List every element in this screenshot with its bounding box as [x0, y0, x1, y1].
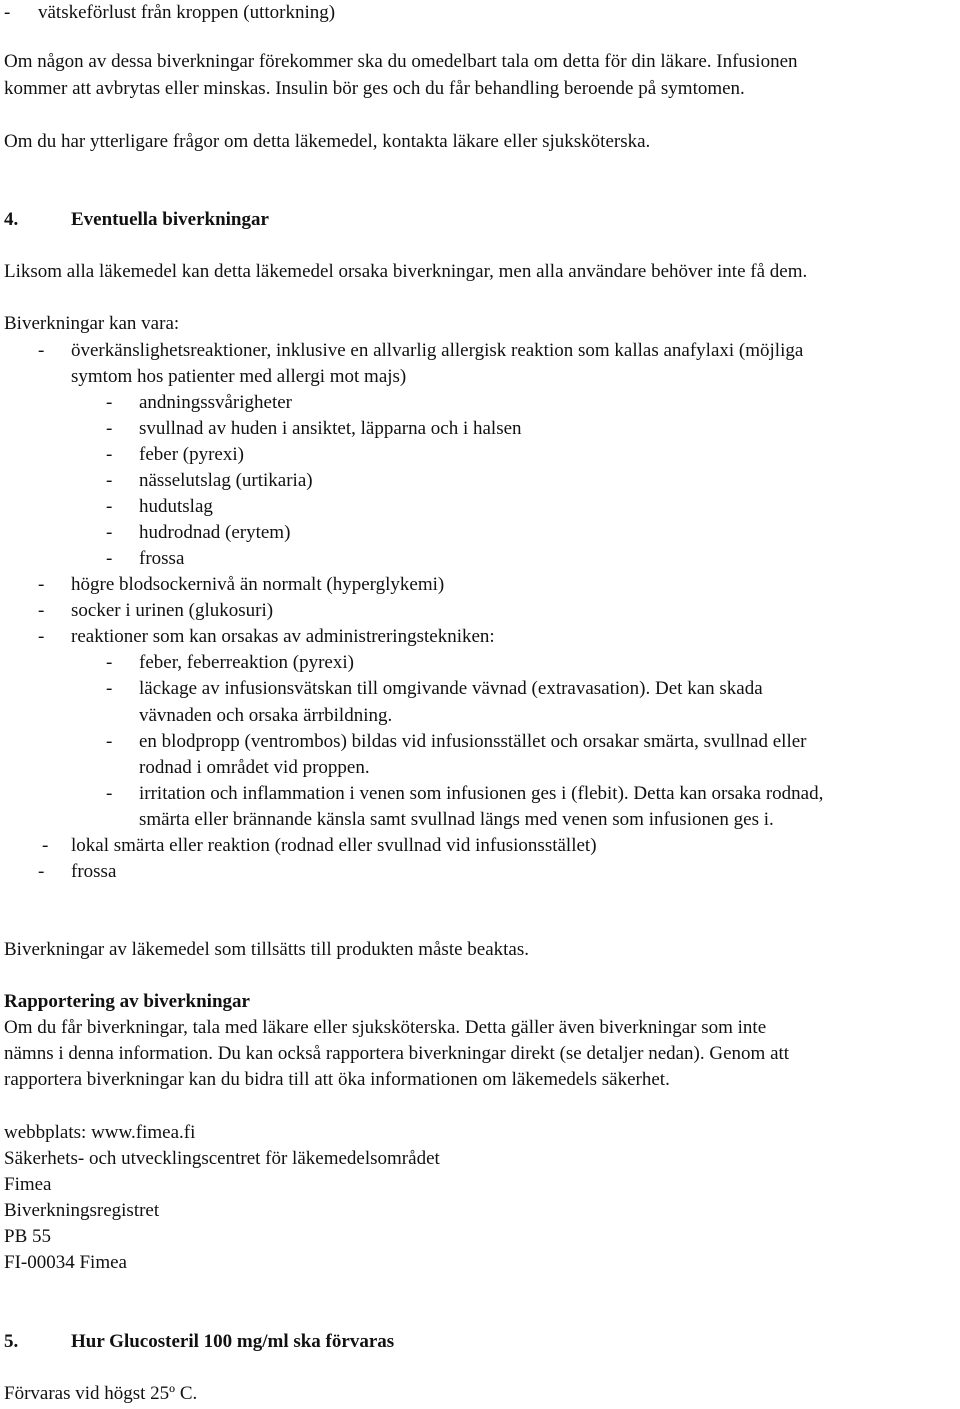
sub-list-item: läckage av infusionsvätskan till omgivande vävnad (extravasation). Det kan skada	[139, 678, 763, 699]
list-item: reaktioner som kan orsakas av administreringstekniken:	[71, 626, 495, 647]
sub-list-item: hudutslag	[139, 496, 213, 517]
list-item-continuation: symtom hos patienter med allergi mot majs)	[71, 366, 407, 387]
sub-list-item: en blodpropp (ventrombos) bildas vid infusionsstället och orsakar smärta, svullnad eller	[139, 731, 807, 752]
list-dash: -	[106, 652, 113, 673]
paragraph-line: Förvaras vid högst 25º C.	[4, 1383, 198, 1404]
list-dash: -	[106, 678, 113, 699]
contact-postal: FI-00034 Fimea	[4, 1252, 127, 1273]
sub-list-item: svullnad av huden i ansiktet, läpparna och i halsen	[139, 418, 522, 439]
paragraph-line: kommer att avbrytas eller minskas. Insulin bör ges och du får behandling beroende på symtomen.	[4, 78, 745, 99]
list-dash: -	[106, 496, 113, 517]
contact-short: Fimea	[4, 1174, 52, 1195]
list-dash: -	[38, 574, 45, 595]
list-dash: -	[38, 861, 45, 882]
contact-website: webbplats: www.fimea.fi	[4, 1122, 196, 1143]
list-dash: -	[38, 626, 45, 647]
sub-list-item-continuation: vävnaden och orsaka ärrbildning.	[139, 705, 393, 726]
list-item: överkänslighetsreaktioner, inklusive en allvarlig allergisk reaktion som kallas anafylaxi (möjliga	[71, 340, 804, 361]
list-dash: -	[4, 2, 11, 23]
sub-list-item: feber (pyrexi)	[139, 444, 244, 465]
paragraph-line: Om du får biverkningar, tala med läkare eller sjuksköterska. Detta gäller även biverkningar som inte	[4, 1017, 767, 1038]
sub-list-item-continuation: rodnad i området vid proppen.	[139, 757, 370, 778]
paragraph-line: Om du har ytterligare frågor om detta läkemedel, kontakta läkare eller sjuksköterska.	[4, 131, 651, 152]
sub-list-item: hudrodnad (erytem)	[139, 522, 291, 543]
sub-list-item: feber, feberreaktion (pyrexi)	[139, 652, 354, 673]
paragraph-line: nämns i denna information. Du kan också rapportera biverkningar direkt (se detaljer nedan). Genom att	[4, 1043, 790, 1064]
list-dash: -	[38, 340, 45, 361]
list-dash: -	[106, 548, 113, 569]
section-number: 5.	[4, 1331, 19, 1352]
list-dash: -	[106, 470, 113, 491]
list-dash: -	[106, 731, 113, 752]
section-title: Eventuella biverkningar	[71, 209, 269, 230]
list-item: vätskeförlust från kroppen (uttorkning)	[38, 2, 336, 23]
paragraph-line: rapportera biverkningar kan du bidra till att öka informationen om läkemedels säkerhet.	[4, 1069, 670, 1090]
contact-pobox: PB 55	[4, 1226, 51, 1247]
list-item: frossa	[71, 861, 117, 882]
list-dash: -	[38, 600, 45, 621]
sub-list-item: frossa	[139, 548, 185, 569]
list-dash: -	[106, 783, 113, 804]
sub-list-item: andningssvårigheter	[139, 392, 293, 413]
contact-org: Säkerhets- och utvecklingscentret för läkemedelsområdet	[4, 1148, 440, 1169]
contact-registry: Biverkningsregistret	[4, 1200, 160, 1221]
list-item: högre blodsockernivå än normalt (hyperglykemi)	[71, 574, 445, 595]
list-item: lokal smärta eller reaktion (rodnad eller svullnad vid infusionsstället)	[71, 835, 597, 856]
sub-list-item-continuation: smärta eller brännande känsla samt svullnad längs med venen som infusionen ges i.	[139, 809, 774, 830]
sub-list-item: nässelutslag (urtikaria)	[139, 470, 313, 491]
list-dash: -	[106, 392, 113, 413]
paragraph-line: Om någon av dessa biverkningar förekommer ska du omedelbart tala om detta för din läkare. Infusionen	[4, 51, 798, 72]
subsection-title: Rapportering av biverkningar	[4, 991, 250, 1012]
list-item: socker i urinen (glukosuri)	[71, 600, 274, 621]
list-dash: -	[42, 835, 49, 856]
paragraph-line: Biverkningar av läkemedel som tillsätts till produkten måste beaktas.	[4, 939, 530, 960]
list-dash: -	[106, 418, 113, 439]
list-dash: -	[106, 444, 113, 465]
list-intro: Biverkningar kan vara:	[4, 313, 180, 334]
section-number: 4.	[4, 209, 19, 230]
paragraph-line: Liksom alla läkemedel kan detta läkemedel orsaka biverkningar, men alla användare behöver inte få dem.	[4, 261, 808, 282]
list-dash: -	[106, 522, 113, 543]
section-title: Hur Glucosteril 100 mg/ml ska förvaras	[71, 1331, 395, 1352]
sub-list-item: irritation och inflammation i venen som infusionen ges i (flebit). Detta kan orsaka rodnad,	[139, 783, 824, 804]
